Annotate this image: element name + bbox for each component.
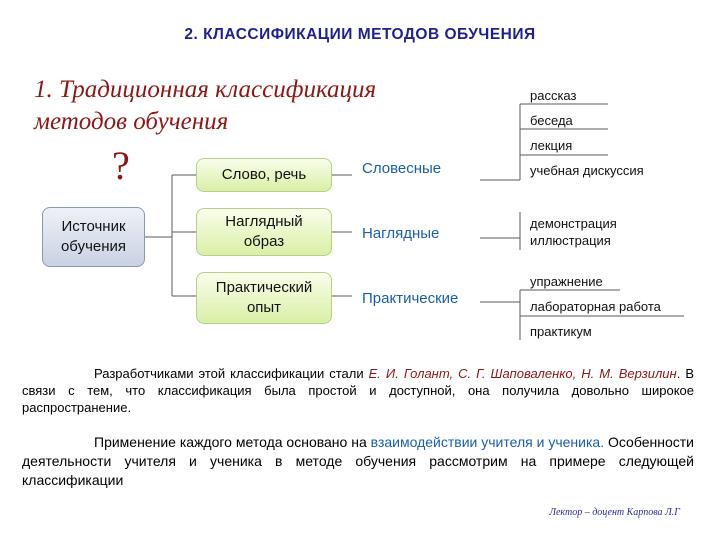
paragraph-authors-part2: . В связи с тем, что классификация была простой и доступной, она получила довольно широкое распространение. [22, 366, 694, 415]
paragraph-interaction-part1: Применение каждого метода основано на [94, 434, 371, 450]
source-practice-line1: Практический [215, 279, 313, 296]
paragraph-interaction [22, 433, 694, 490]
paragraph-interaction-part2: Особенности деятельности учителя и ученика в методе обучения рассмотрим на примере следующей классификации [22, 434, 694, 488]
question-mark: ? [112, 143, 130, 188]
method-illustration: иллюстрация [530, 233, 611, 248]
method-lab-work: лабораторная работа [530, 299, 661, 314]
method-lecture: лекция [530, 138, 573, 153]
paragraph-authors [22, 365, 694, 416]
method-discussion: учебная дискуссия [530, 163, 644, 178]
method-story: рассказ [530, 88, 577, 103]
source-box-image [196, 208, 332, 256]
method-conversation: беседа [530, 113, 573, 128]
source-box-practice [196, 272, 332, 324]
authors-names-1: Е. И. Голант, С. Г. Шаповаленко, [368, 366, 577, 381]
method-demonstration: демонстрация [530, 216, 617, 231]
category-verbal: Словесные [362, 160, 442, 177]
section-heading-line2: методов обучения [34, 108, 229, 135]
source-label-line2: обучения [60, 238, 127, 255]
source-practice-line2: опыт [246, 299, 282, 316]
source-box-word [196, 158, 332, 192]
lecturer-signature: Лектор – доцент Карпова Л.Г [549, 507, 680, 518]
source-word-label: Слово, речь [221, 166, 307, 183]
category-visual: Наглядные [362, 225, 440, 242]
slide-title: 2. КЛАССИФИКАЦИИ МЕТОДОВ ОБУЧЕНИЯ [184, 26, 536, 43]
method-exercise: упражнение [530, 274, 603, 289]
source-label-line1: Источник [61, 218, 126, 235]
authors-names-2: Н. М. Верзилин [581, 366, 677, 381]
source-image-line2: образ [243, 233, 285, 250]
interaction-highlight: взаимодействии учителя и ученика. [370, 434, 605, 450]
category-practical: Практические [362, 290, 459, 307]
section-heading-line1: 1. Традиционная классификация [34, 76, 377, 103]
source-box [42, 207, 145, 267]
method-practicum: практикум [530, 324, 592, 339]
source-image-line1: Наглядный [225, 213, 303, 230]
paragraph-authors-part1: Разработчиками этой классификации стали [94, 366, 369, 381]
